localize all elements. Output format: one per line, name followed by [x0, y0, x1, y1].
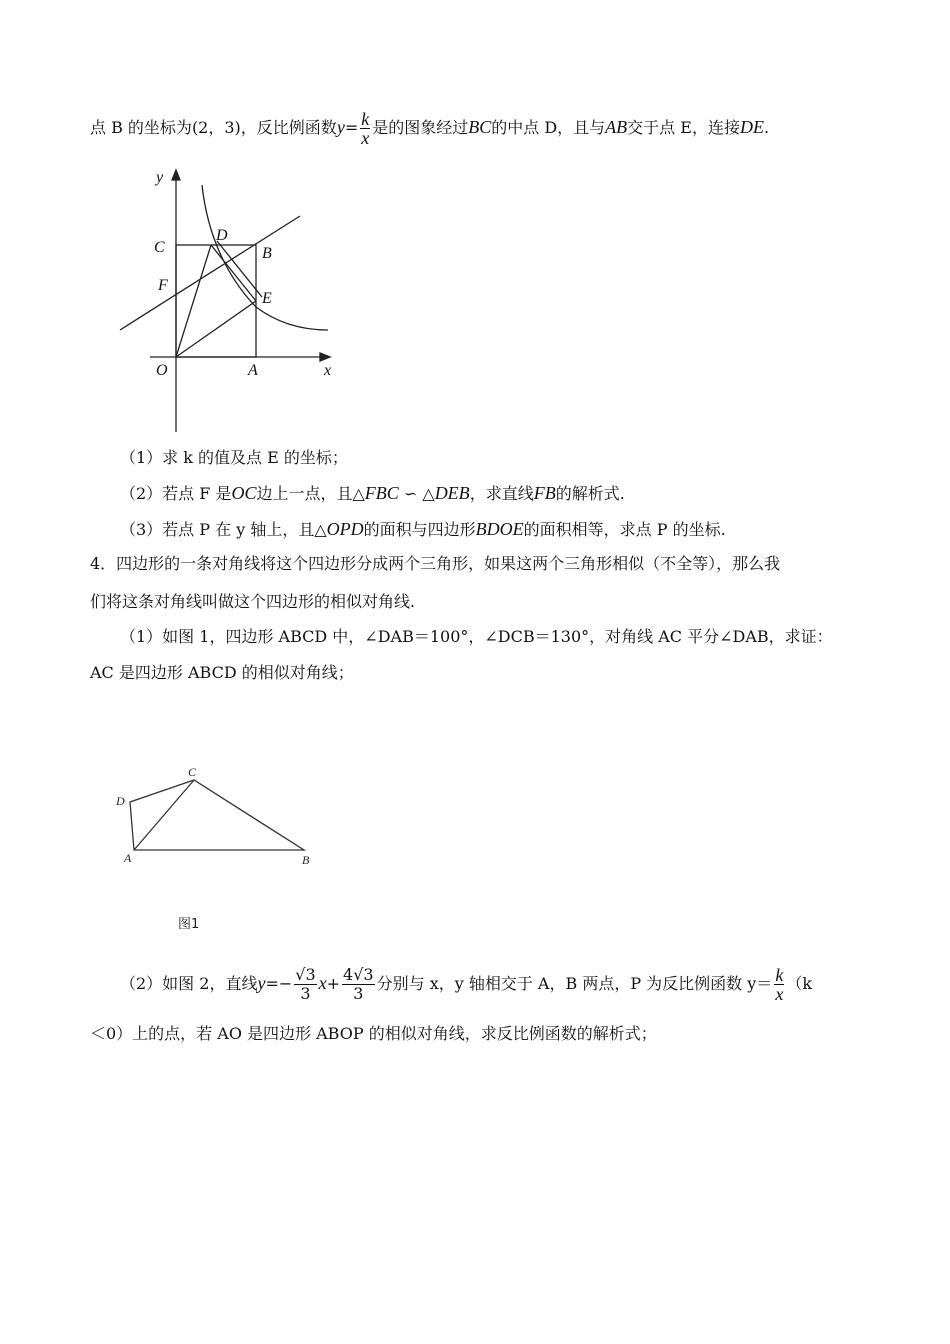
label-b: B: [302, 853, 310, 867]
triangle-deb: DEB: [434, 483, 470, 503]
fraction-denominator: 3: [300, 984, 311, 1003]
similar-sign: ∽ △: [398, 484, 435, 503]
label-d: D: [116, 794, 125, 808]
subq-3-text-a: （3）若点 P 在 y 轴上，且△: [120, 520, 327, 539]
part2-plus: +: [326, 974, 341, 993]
label-c: C: [154, 239, 165, 256]
subq-2: [120, 481, 625, 506]
quadrilateral-figure: [110, 760, 330, 940]
line-fb: [120, 216, 300, 330]
triangle-opd: OPD: [326, 519, 364, 539]
quad-bdoe: BDOE: [475, 519, 524, 539]
fraction-numerator: 4√3: [343, 965, 374, 984]
segment-de: DE: [739, 117, 764, 137]
x-axis-arrow: [320, 353, 330, 361]
fraction-denominator: x: [361, 128, 370, 148]
q4-line-2: 们将这条对角线叫做这个四边形的相似对角线.: [90, 592, 416, 611]
fraction-k-over-x: [774, 966, 784, 1003]
segment-de-line: [211, 245, 256, 301]
subq-3: [120, 517, 726, 542]
rectangle-oabc: [176, 245, 256, 357]
label-f: F: [158, 277, 168, 294]
label-d: D: [216, 227, 228, 244]
label-b: B: [262, 245, 272, 262]
fraction-numerator: √3: [295, 965, 316, 984]
part2-text-b: 分别与 x，y 轴相交于 A，B 两点，P 为反比例函数 y＝: [376, 974, 773, 993]
segment-bc: BC: [468, 117, 492, 137]
label-a: A: [124, 851, 132, 865]
intro-text-3: 是的图象经过: [372, 118, 469, 137]
segment-oc: OC: [231, 483, 257, 503]
segment-od: [176, 245, 211, 357]
subq-3-text-b: 的面积与四边形: [363, 520, 476, 539]
part2-y: y: [257, 973, 266, 993]
label-x: x: [324, 362, 332, 379]
subq-2-text-c: ，求直线: [469, 484, 534, 503]
label-a: A: [248, 362, 258, 379]
q4-line-1: 4．四边形的一条对角线将这个四边形分成两个三角形，如果这两个三角形相似（不全等），那么我: [90, 554, 781, 573]
segment-db-curve-chord: [217, 241, 262, 297]
q4-part2-line-2: ＜0）上的点，若 AO 是四边形 ABOP 的相似对角线，求反比例函数的解析式；: [90, 1024, 657, 1043]
intro-line: [90, 110, 769, 147]
intro-text-1: 点 B 的坐标为: [90, 118, 192, 137]
fraction-4sqrt3-over-3: [342, 966, 375, 1003]
subq-2-text-b: 边上一点，且△: [256, 484, 365, 503]
intro-text-2: ，反比例函数: [240, 118, 337, 137]
segment-oe: [176, 301, 256, 357]
subq-2-text-a: （2）若点 F 是: [120, 484, 232, 503]
q4-part1-line-1: （1）如图 1，四边形 ABCD 中，∠DAB＝100°，∠DCB＝130°，对角线 AC 平分∠DAB，求证：: [120, 627, 833, 646]
part2-text-a: （2）如图 2，直线: [120, 974, 258, 993]
label-y: y: [156, 169, 164, 186]
intro-text-4: 的中点 D，且与: [491, 118, 606, 137]
subq-1: （1）求 k 的值及点 E 的坐标；: [120, 448, 348, 467]
q4-part1-line-2: AC 是四边形 ABCD 的相似对角线；: [90, 663, 354, 682]
k-over-x-fraction: [360, 110, 370, 147]
label-o: O: [156, 362, 168, 379]
subq-2-text-d: 的解析式.: [555, 484, 625, 503]
part2-x: x: [318, 973, 327, 993]
y-axis-arrow: [172, 170, 180, 180]
part2-text-c: （k: [786, 974, 813, 993]
fraction-denominator: x: [775, 984, 784, 1004]
label-c: C: [188, 765, 197, 779]
intro-text-5: 交于点 E，连接: [627, 118, 740, 137]
line-fb-name: FB: [533, 483, 556, 503]
part2-eq: =−: [265, 974, 293, 993]
quadrilateral-abcd: [130, 780, 304, 850]
intro-text-6: .: [763, 118, 770, 137]
label-e: E: [262, 290, 272, 307]
segment-ab: AB: [605, 117, 628, 137]
coordinate-figure: [110, 160, 350, 440]
fraction-numerator: k: [361, 109, 370, 129]
func-lhs: y: [336, 117, 345, 137]
fraction-numerator: k: [775, 965, 784, 985]
figure-caption: 图1: [178, 917, 200, 932]
subq-3-text-c: 的面积相等，求点 P 的坐标.: [523, 520, 726, 539]
fraction-denominator: 3: [353, 984, 364, 1003]
point-b-coord: (2，3): [191, 118, 241, 137]
fraction-sqrt3-over-3: [294, 966, 316, 1003]
q4-part2-line-1: [120, 966, 812, 1003]
triangle-fbc: FBC: [364, 483, 399, 503]
func-eq: =: [344, 118, 359, 137]
